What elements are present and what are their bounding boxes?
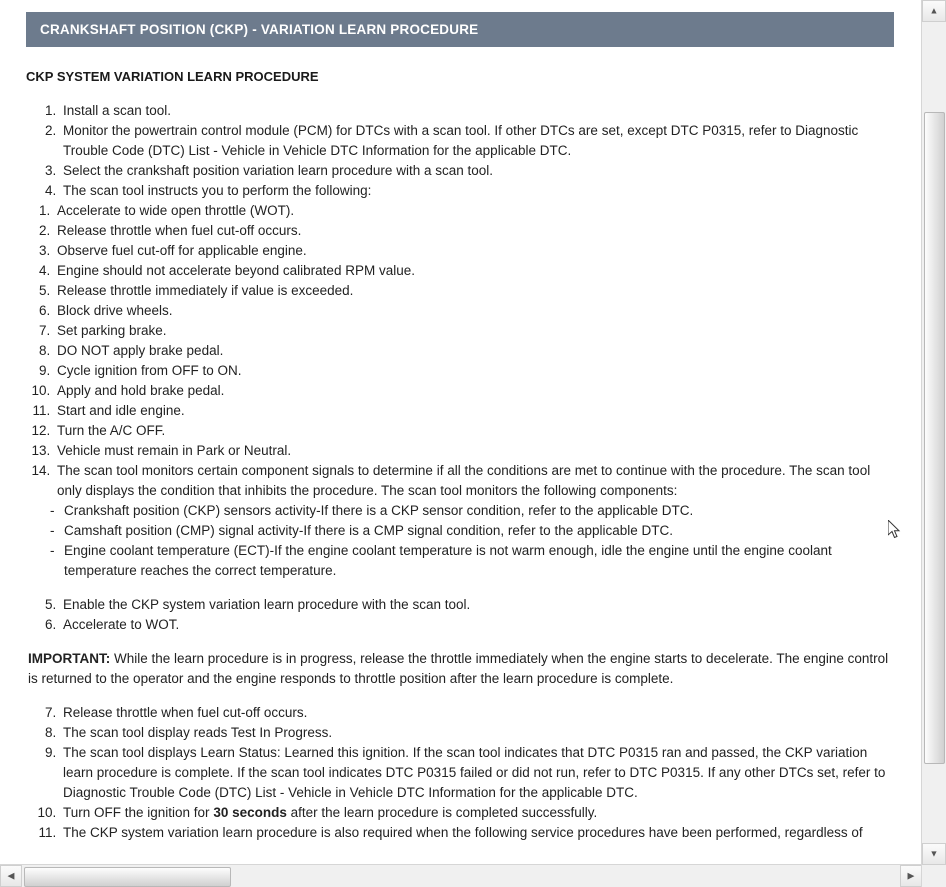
list-item: 13. Vehicle must remain in Park or Neutral. bbox=[54, 441, 898, 461]
vertical-scroll-thumb[interactable] bbox=[924, 112, 945, 764]
chevron-left-icon: ◀ bbox=[7, 870, 15, 881]
list-item: 3. Select the crankshaft position variation learn procedure with a scan tool. bbox=[60, 161, 898, 181]
monitored-components-list bbox=[26, 501, 898, 581]
procedure-steps-part3 bbox=[26, 703, 898, 843]
important-note bbox=[26, 649, 898, 689]
list-item: 4. Engine should not accelerate beyond calibrated RPM value. bbox=[54, 261, 898, 281]
scroll-down-button[interactable] bbox=[922, 843, 946, 865]
list-item: 10. Apply and hold brake pedal. bbox=[54, 381, 898, 401]
list-item: 8. The scan tool display reads Test In Progress. bbox=[60, 723, 898, 743]
list-item bbox=[60, 803, 898, 823]
scroll-left-button[interactable] bbox=[0, 865, 22, 887]
list-item: - Engine coolant temperature (ECT)-If the engine coolant temperature is not warm enough, idle the engine until the engine coolant temperature reaches the correct temperature. bbox=[48, 541, 898, 581]
scroll-right-button[interactable] bbox=[900, 865, 922, 887]
step10-post: after the learn procedure is completed successfully. bbox=[286, 805, 598, 820]
scroll-up-button[interactable] bbox=[922, 0, 946, 22]
list-item: 6. Accelerate to WOT. bbox=[60, 615, 898, 635]
scrollbar-corner bbox=[922, 865, 946, 887]
list-item: 5. Enable the CKP system variation learn procedure with the scan tool. bbox=[60, 595, 898, 615]
list-item: - Crankshaft position (CKP) sensors activity-If there is a CKP sensor condition, refer to the applicable DTC. bbox=[48, 501, 898, 521]
list-item: 7. Release throttle when fuel cut-off occurs. bbox=[60, 703, 898, 723]
list-item: - Camshaft position (CMP) signal activity-If there is a CMP signal condition, refer to the applicable DTC. bbox=[48, 521, 898, 541]
procedure-body bbox=[26, 84, 898, 843]
procedure-steps-part2 bbox=[26, 595, 898, 635]
procedure-substeps bbox=[26, 201, 898, 501]
step10-pre: Turn OFF the ignition for bbox=[63, 805, 214, 820]
list-item: 9. Cycle ignition from OFF to ON. bbox=[54, 361, 898, 381]
procedure-steps-part1 bbox=[26, 101, 898, 201]
important-label: IMPORTANT: bbox=[28, 651, 111, 666]
horizontal-scrollbar[interactable] bbox=[0, 864, 922, 887]
page-title: CRANKSHAFT POSITION (CKP) - VARIATION LEARN PROCEDURE bbox=[26, 12, 894, 47]
list-item: 5. Release throttle immediately if value is exceeded. bbox=[54, 281, 898, 301]
list-item: 7. Set parking brake. bbox=[54, 321, 898, 341]
list-item: 1. Install a scan tool. bbox=[60, 101, 898, 121]
list-item: 2. Monitor the powertrain control module (PCM) for DTCs with a scan tool. If other DTCs are set, except DTC P0315, refer to Diagnostic Trouble Code (DTC) List - Vehicle in Vehicle DTC Information for the applicable DTC. bbox=[60, 121, 898, 161]
list-item: 3. Observe fuel cut-off for applicable engine. bbox=[54, 241, 898, 261]
list-item: 9. The scan tool displays Learn Status: Learned this ignition. If the scan tool indicates that DTC P0315 ran and passed, the CKP variation learn procedure is complete. If the scan tool indicates DTC P0315 failed or did not run, refer to DTC P0315. If any other DTCs set, refer to Diagnostic Trouble Code (DTC) List - Vehicle in Vehicle DTC Information for the applicable DTC. bbox=[60, 743, 898, 803]
list-item: 11. Start and idle engine. bbox=[54, 401, 898, 421]
list-item: 8. DO NOT apply brake pedal. bbox=[54, 341, 898, 361]
list-item: 6. Block drive wheels. bbox=[54, 301, 898, 321]
chevron-right-icon: ▶ bbox=[907, 870, 915, 881]
list-item: 4. The scan tool instructs you to perform the following: bbox=[60, 181, 898, 201]
important-text: While the learn procedure is in progress, release the throttle immediately when the engine starts to decelerate. The engine control is returned to the operator and the engine responds to throttle position after the learn procedure is complete. bbox=[28, 651, 889, 686]
step10-duration: 30 seconds bbox=[213, 805, 287, 820]
list-item: 2. Release throttle when fuel cut-off occurs. bbox=[54, 221, 898, 241]
chevron-down-icon: ▼ bbox=[929, 848, 939, 859]
list-item: 1. Accelerate to wide open throttle (WOT). bbox=[54, 201, 898, 221]
list-item: 14. The scan tool monitors certain component signals to determine if all the conditions are met to continue with the procedure. The scan tool only displays the condition that inhibits the procedure. The scan tool monitors the following components: bbox=[54, 461, 898, 501]
vertical-scrollbar[interactable] bbox=[921, 0, 946, 887]
list-item: 11. The CKP system variation learn procedure is also required when the following service procedures have been performed, regardless of bbox=[60, 823, 898, 843]
horizontal-scroll-thumb[interactable] bbox=[24, 867, 231, 887]
section-heading: CKP SYSTEM VARIATION LEARN PROCEDURE bbox=[26, 69, 319, 84]
list-item: 12. Turn the A/C OFF. bbox=[54, 421, 898, 441]
chevron-up-icon: ▲ bbox=[929, 5, 939, 16]
